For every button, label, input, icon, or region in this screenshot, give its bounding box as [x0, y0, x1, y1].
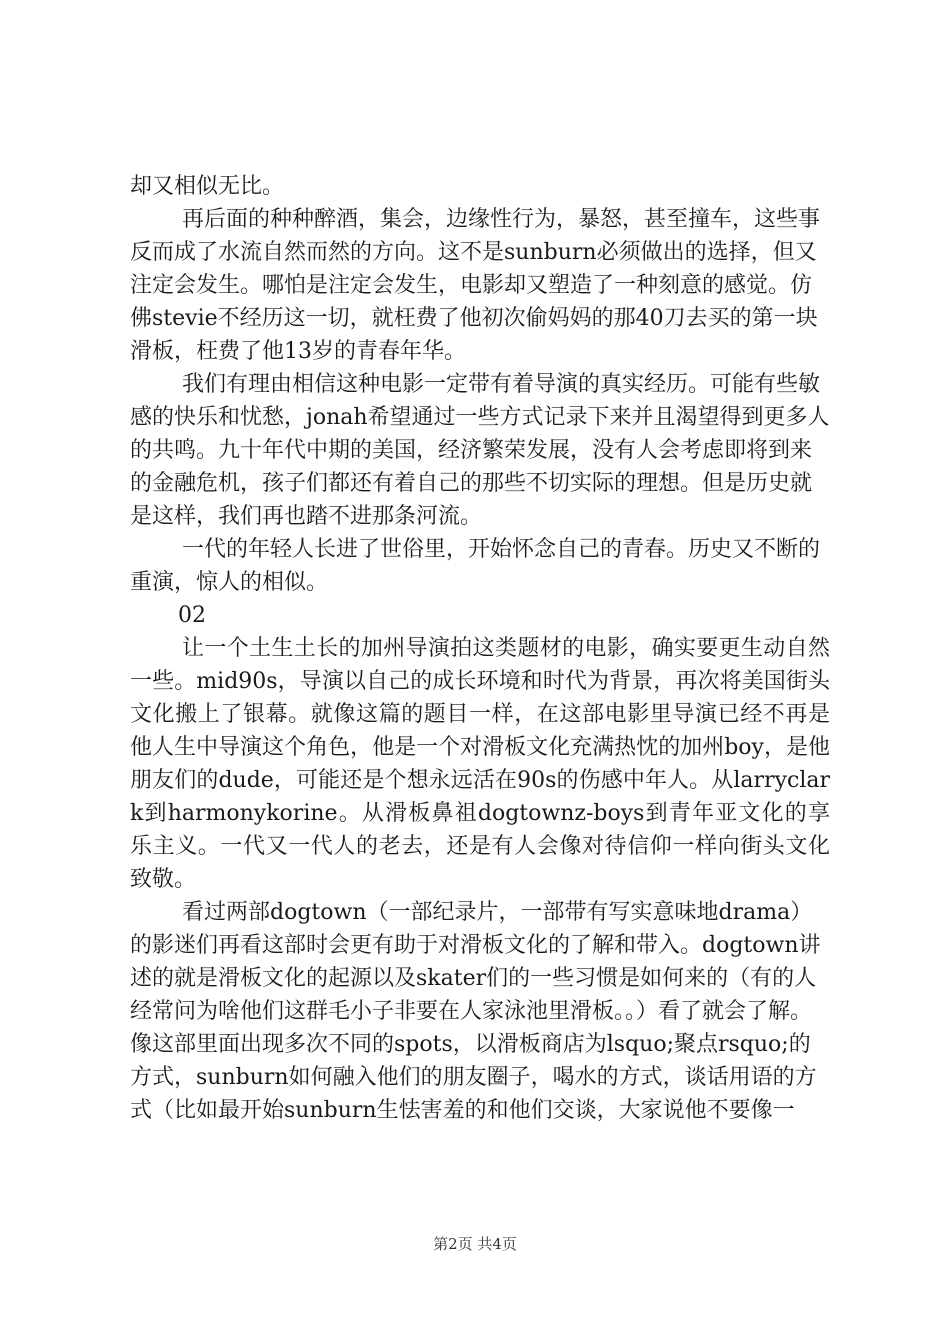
paragraph-dogtown: 看过两部dogtown（一部纪录片，一部带有写实意味地drama）的影迷们再看这部时会更有助于对滑板文化的了解和带入。dogtown讲述的就是滑板文化的起源以及skater们的一些习惯是如何来的（有的人经常问为啥他们这群毛小子非要在人家泳池里滑板。。）看了就会了解。像这部里面出现多次不同的spots，以滑板商店为lsquo;聚点rsquo;的方式，sunburn如何融入他们的朋友圈子，喝水的方式，谈话用语的方式（比如最开始sunburn生怯害羞的和他们交谈，大家说他不要像一: [130, 900, 821, 1123]
paragraph-young-people: 一代的年轻人长进了世俗里，开始怀念自己的青春。历史又不断的重演，惊人的相似。: [130, 537, 821, 595]
body-text: [130, 170, 830, 1127]
page-footer: [0, 1234, 950, 1254]
paragraph-california-director: 让一个土生土长的加州导演拍这类题材的电影，确实要更生动自然一些。mid90s，导演以自己的成长环境和时代为背景，再次将美国街头文化搬上了银幕。就像这篇的题目一样，在这部电影里导演已经不再是他人生中导演这个角色，他是一个对滑板文化充满热忱的加州boy，是他朋友们的dude，可能还是个想永远活在90s的伤感中年人。从larryclark到harmonykorine。从滑板鼻祖dogtownz-boys到青年亚文化的享乐主义。一代又一代人的老去，还是有人会像对待信仰一样向街头文化致敬。: [130, 636, 830, 892]
paragraph-continuation: 却又相似无比。: [130, 174, 285, 199]
page-number-label: 第2页 共4页: [433, 1235, 517, 1253]
paragraph-director-experience: 我们有理由相信这种电影一定带有着导演的真实经历。可能有些敏感的快乐和忧愁，jonah希望通过一些方式记录下来并且渴望得到更多人的共鸣。九十年代中期的美国，经济繁荣发展，没有人会考虑即将到来的金融危机，孩子们都还有着自己的那些不切实际的理想。但是历史就是这样，我们再也踏不进那条河流。: [130, 372, 830, 529]
paragraph-drinking: 再后面的种种醉酒，集会，边缘性行为，暴怒，甚至撞车，这些事反而成了水流自然而然的方向。这不是sunburn必须做出的选择，但又注定会发生。哪怕是注定会发生，电影却又塑造了一种刻意的感觉。仿佛stevie不经历这一切，就枉费了他初次偷妈妈的那40刀去买的第一块滑板，枉费了他13岁的青春年华。: [130, 207, 821, 364]
section-number: 02: [178, 603, 206, 628]
